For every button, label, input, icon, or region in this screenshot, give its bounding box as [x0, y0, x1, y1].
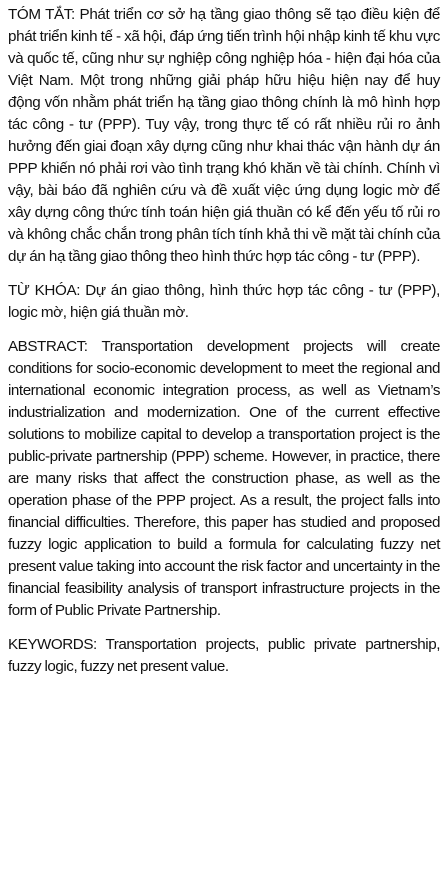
vietnamese-keywords-label: TỪ KHÓA:: [8, 282, 81, 299]
vietnamese-abstract-label: TÓM TẮT:: [8, 6, 75, 23]
vietnamese-keywords: [8, 280, 440, 324]
paper-abstract-column: [8, 4, 440, 690]
english-keywords: [8, 634, 440, 678]
english-abstract: [8, 336, 440, 622]
english-abstract-label: ABSTRACT:: [8, 338, 88, 355]
vietnamese-abstract: [8, 4, 440, 268]
vietnamese-abstract-text: Phát triển cơ sở hạ tầng giao thông sẽ tạo điều kiện để phát triển kinh tế - xã hội, đáp ứng tiến trình hội nhập kinh tế khu vực và quốc tế, cũng như sự nghiệp công nghiệp hóa - hiện đại hóa của Việt Nam. Một trong những giải pháp hữu hiệu hiện nay để huy động vốn nhằm phát triển hạ tầng giao thông chính là mô hình hợp tác công - tư (PPP). Tuy vậy, trong thực tế có rất nhiều rủi ro ảnh hưởng đến giai đoạn xây dựng cũng như khai thác vận hành dự án PPP khiến nó phải rơi vào tình trạng khó khăn về tài chính. Chính vì vậy, bài báo đã nghiên cứu và đề xuất việc ứng dụng logic mờ để xây dựng công thức tính toán hiện giá thuần có kể đến yếu tố rủi ro và không chắc chắn trong phân tích tính khả thi về mặt tài chính của dự án hạ tầng giao thông theo hình thức hợp tác công - tư (PPP).: [8, 6, 440, 265]
english-keywords-label: KEYWORDS:: [8, 636, 97, 653]
english-abstract-text: Transportation development projects will create conditions for socio-economic development to meet the regional and international economic integration process, as well as Vietnam’s industrialization and modernization. One of the current effective solutions to mobilize capital to develop a transportation project is the public-private partnership (PPP) scheme. However, in practice, there are many risks that affect the construction phase, as well as the operation phase of the PPP project. As a result, the project falls into financial difficulties. Therefore, this paper has studied and proposed fuzzy logic application to build a formula for calculating fuzzy net present value taking into account the risk factor and uncertainty in the financial feasibility analysis of transport infrastructure projects in the form of Public Private Partnership.: [8, 338, 440, 619]
english-keywords-text: Transportation projects, public private partnership, fuzzy logic, fuzzy net present value.: [8, 636, 440, 675]
vietnamese-keywords-text: Dự án giao thông, hình thức hợp tác công - tư (PPP), logic mờ, hiện giá thuần mờ.: [8, 282, 441, 321]
